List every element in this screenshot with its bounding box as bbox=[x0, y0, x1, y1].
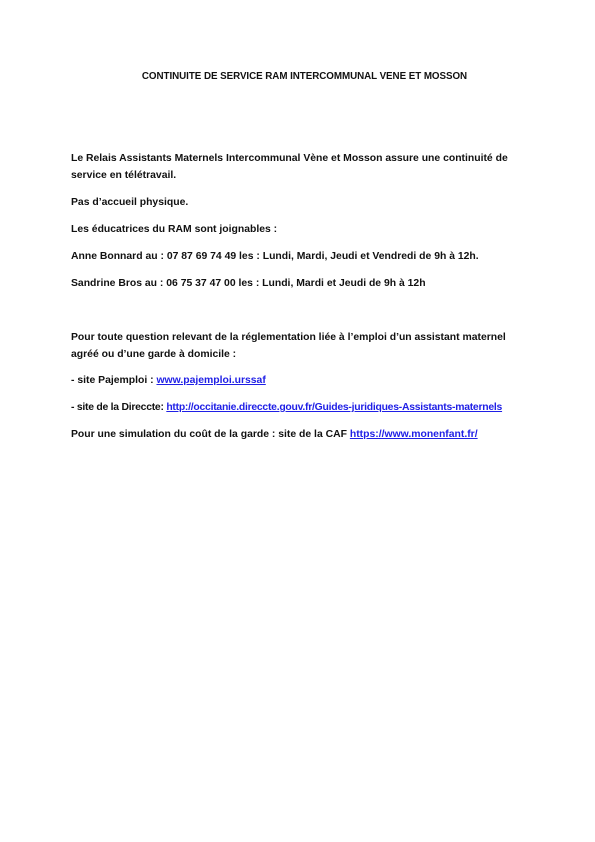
pajemploi-label: - site Pajemploi : bbox=[71, 375, 157, 386]
direccte-link[interactable]: http://occitanie.direccte.gouv.fr/Guides-juridiques-Assistants-maternels bbox=[166, 402, 503, 413]
document-title: CONTINUITE DE SERVICE RAM INTERCOMMUNAL VENE ET MOSSON bbox=[141, 71, 468, 82]
pajemploi-line bbox=[71, 374, 266, 387]
pajemploi-link[interactable]: www.pajemploi.urssaf bbox=[156, 375, 266, 386]
educators-heading: Les éducatrices du RAM sont joignables : bbox=[71, 224, 278, 235]
intro-line-2: service en télétravail. bbox=[71, 170, 177, 181]
contact-anne-bonnard: Anne Bonnard au : 07 87 69 74 49 les : Lundi, Mardi, Jeudi et Vendredi de 9h à 12h. bbox=[71, 251, 479, 262]
direccte-line bbox=[71, 401, 502, 414]
simulation-line bbox=[71, 428, 478, 441]
intro-line-1: Le Relais Assistants Maternels Intercommunal Vène et Mosson assure une continuité de bbox=[71, 153, 508, 164]
question-line-1: Pour toute question relevant de la réglementation liée à l’emploi d’un assistant maternel bbox=[71, 332, 506, 343]
simulation-label: Pour une simulation du coût de la garde : site de la CAF bbox=[71, 429, 350, 440]
direccte-label: - site de la Direccte: bbox=[71, 402, 167, 413]
contact-sandrine-bros: Sandrine Bros au : 06 75 37 47 00 les : Lundi, Mardi et Jeudi de 9h à 12h bbox=[71, 278, 426, 289]
caf-link[interactable]: https://www.monenfant.fr/ bbox=[349, 429, 478, 440]
question-line-2: agréé ou d’une garde à domicile : bbox=[71, 349, 237, 360]
no-reception-text: Pas d’accueil physique. bbox=[71, 197, 189, 208]
